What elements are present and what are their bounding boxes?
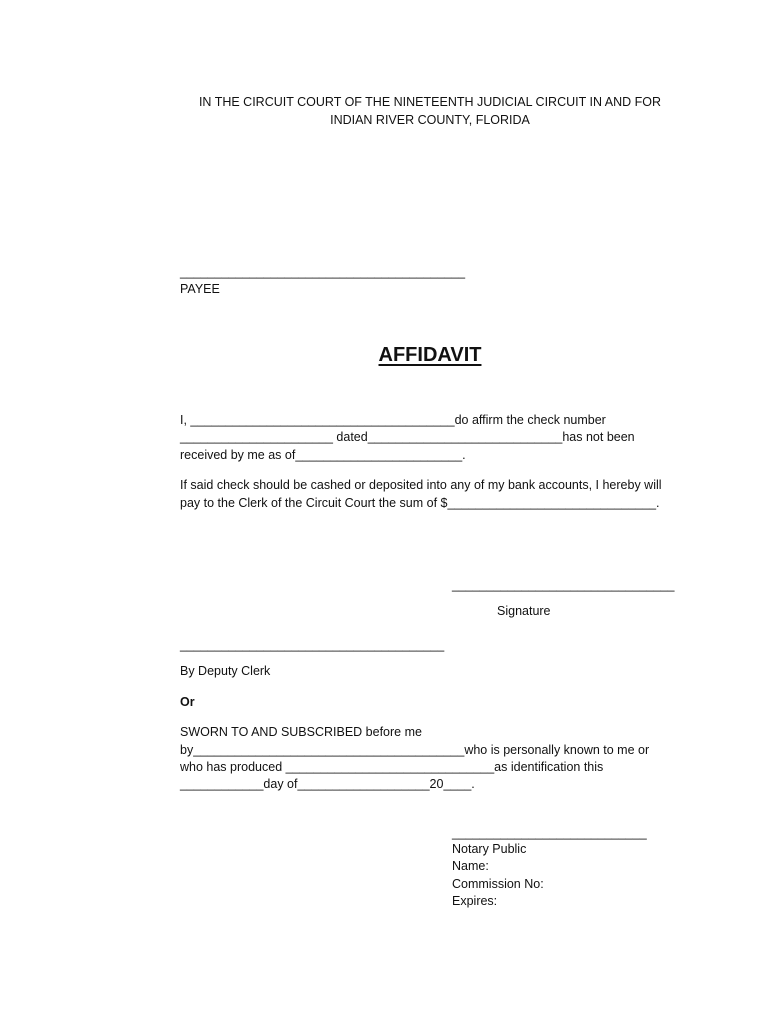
document-title: AFFIDAVIT	[378, 344, 482, 366]
deputy-clerk-blank[interactable]: ______________________________________	[180, 638, 445, 652]
or-label: Or	[180, 695, 195, 709]
deposit-clause-line-1: If said check should be cashed or deposited into any of my bank accounts, I hereby will	[180, 478, 662, 492]
deposit-clause-line-2[interactable]: pay to the Clerk of the Circuit Court the sum of $______________________________.	[180, 496, 660, 510]
payee-blank[interactable]: _________________________________________	[180, 265, 466, 279]
affirmation-line-3[interactable]: received by me as of________________________.	[180, 448, 466, 462]
deputy-clerk-label: By Deputy Clerk	[180, 664, 271, 678]
affirmation-line-2[interactable]: ______________________ dated____________________________has not been	[180, 430, 635, 444]
notary-name-label: Name:	[452, 859, 489, 873]
sworn-line-1: SWORN TO AND SUBSCRIBED before me	[180, 725, 422, 739]
court-heading-line-2: INDIAN RIVER COUNTY, FLORIDA	[330, 113, 530, 127]
signature-label: Signature	[497, 604, 551, 618]
affirmation-line-1[interactable]: I, ______________________________________do affirm the check number	[180, 413, 606, 427]
notary-signature-blank[interactable]: ____________________________	[452, 826, 647, 840]
sworn-line-3[interactable]: who has produced ______________________________as identification this	[180, 760, 604, 774]
notary-public-label: Notary Public	[452, 842, 527, 856]
payee-label: PAYEE	[180, 282, 220, 296]
sworn-line-4[interactable]: ____________day of___________________20____.	[180, 777, 475, 791]
signature-blank[interactable]: ________________________________	[452, 578, 675, 592]
sworn-line-2[interactable]: by_______________________________________who is personally known to me or	[180, 743, 650, 757]
court-heading-line-1: IN THE CIRCUIT COURT OF THE NINETEENTH JUDICIAL CIRCUIT IN AND FOR	[198, 95, 662, 109]
notary-expires-label: Expires:	[452, 894, 498, 908]
notary-commission-label: Commission No:	[452, 877, 544, 891]
